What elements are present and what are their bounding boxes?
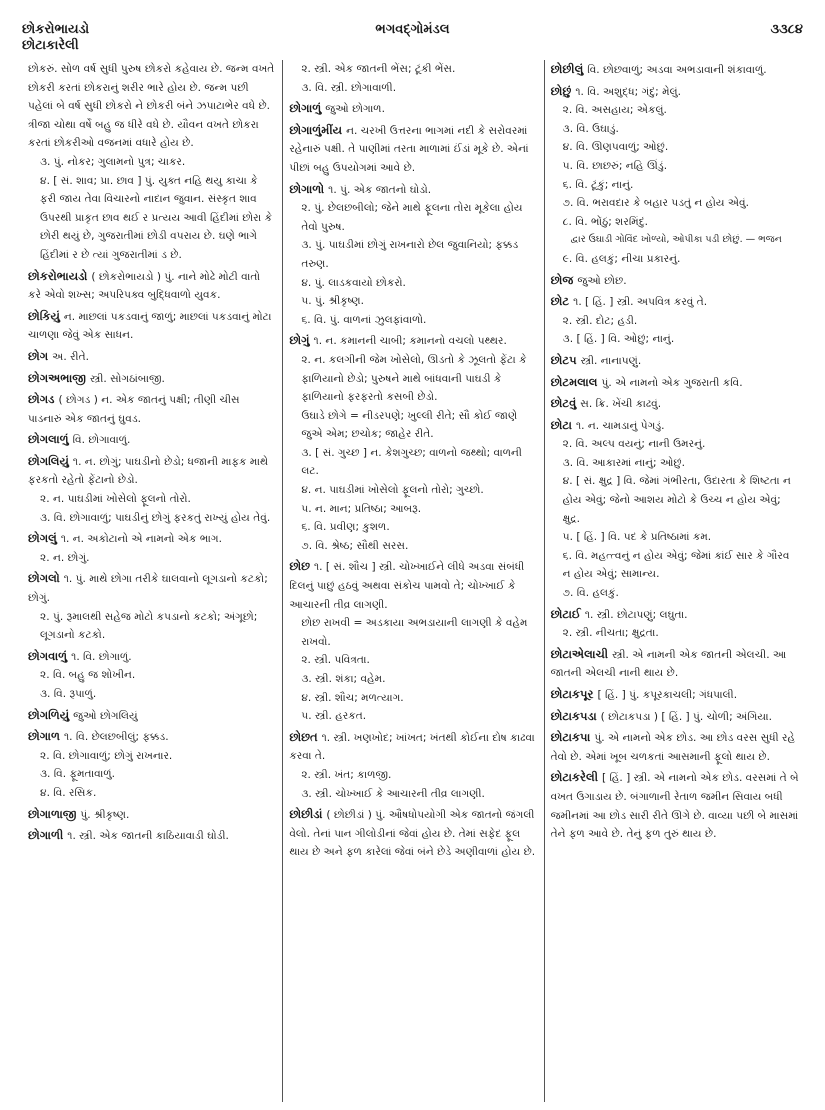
sense: ૩. પું. પાઘડીમાં છોગું રાખનારો છેલ જુવાનિયો; ફક્કડ તરુણ. — [301, 239, 519, 270]
headword: છોગલાળું — [28, 432, 69, 447]
definition-text: વિ. છોછવાળું; અડવા અભડાવાની શંકાવાળું. — [587, 64, 767, 76]
definition-text: અ. રીતે. — [52, 350, 89, 363]
dictionary-entry — [28, 60, 276, 265]
sense: ૩. વિ. રૂપાળું. — [40, 688, 97, 700]
definition-text: ( છોછીડાં ) પું. ઔષધોપયોગી એક જાતનો જંગલી વેલો. તેનાં પાન ગીલોડીનાં જેવાં હોય છે. તેમાં સફેદ ફૂલ થાય છે અને ફળ કારેલાં જેવાં બંને છેડે અણીવાળાં હોય છે. — [289, 809, 536, 859]
sense: ૨. વિ. છોગાવાળું; છોગું રાખનાર. — [40, 749, 173, 762]
headword: છોગવાળું — [28, 648, 68, 663]
headword: છોટાઈ — [550, 606, 581, 621]
sense: ૨. ન. છોગું. — [40, 551, 90, 564]
sense: ૬. વિ. પું. વાળનાં ઝુલફાંવાળો. — [301, 313, 427, 326]
dictionary-entry — [28, 727, 276, 802]
dictionary-entry — [28, 706, 276, 726]
definition-text: સ્ત્રી. સોગઠાંબાજી. — [89, 372, 165, 385]
dictionary-entry — [289, 99, 537, 119]
sense: ૨. વિ. અસહાય; એકલું. — [562, 104, 667, 117]
dictionary-entry — [289, 557, 537, 725]
sense: ૨. વિ. બહુ જ શોખીન. — [40, 669, 136, 682]
definition-text: ( છોગડ ) ન. એક જાતનું પક્ષી; તીણી ચીસ પાડનારું એક જાતનું ઘુવડ. — [28, 394, 240, 425]
page-number: ૩૩૮૪ — [770, 22, 803, 37]
sense: ૫. પું. શ્રીકૃષ્ણ. — [301, 295, 364, 308]
sense: ૨. સ્ત્રી. નીચતા; ક્ષુદ્રતા. — [562, 627, 659, 640]
dictionary-entry — [551, 416, 799, 603]
dictionary-entry — [551, 271, 799, 291]
sense: ૩. સ્ત્રી. ચોખ્ખાઈ કે આચારની તીવ્ર લાગણી. — [301, 787, 485, 800]
definition-text: જુઓ છોછ. — [577, 274, 627, 287]
sense: ૪. [ સં. ક્ષુદ્ર ] વિ. જેમાં ગંભીરતા, ઉદારતા કે શિષ્ટતા ન હોય એવું; જેનો આશય મોટો કે ઉચ્ચ ન હોય એવું; ક્ષુદ્ર. — [562, 475, 791, 525]
dictionary-entry — [551, 82, 799, 269]
headword: છોગાળી — [28, 828, 64, 843]
dictionary-entry — [28, 529, 276, 567]
headword: છોકરોભાયડો — [28, 268, 88, 283]
sense: ૨. પું. રૂમાલથી સહેજ મોટો કપડાનો કટકો; અંગૂછો; લૂગડાનો કટકો. — [40, 610, 258, 642]
dictionary-entry — [28, 267, 276, 305]
sense: ૨. પું. છેલછબીલો; જેને માથે ફૂલના તોરા મૂકેલા હોય તેવો પુરુષ. — [301, 202, 523, 233]
dictionary-entry — [289, 180, 537, 330]
definition-text: છોકરું. સોળ વર્ષ સુધી પુરુષ છોકરો કહેવાય છે. જન્મ વખતે છોકરી કરતાં છોકરાનું શરીર ભારે હોય છે. જન્મ પછી પહેલાં બે વર્ષ સુધી છોકરો ને છોકરી બંને ઝપાટાભેર વધે છે. ત્રીજા ચોથા વર્ષે બહુ જ ધીરે વધે છે. યૌવન વખતે છોકરા કરતાં છોકરીઓ વજનમાં વધારે હોય છે. — [28, 63, 275, 150]
sense: ૩. [ સં. ગુચ્છ ] ન. કેશગુચ્છ; વાળનો જથ્થો; વાળની લટ. — [301, 446, 522, 478]
sense: ૨. સ્ત્રી. પવિત્રતા. — [301, 654, 370, 667]
dictionary-entry — [551, 768, 799, 843]
definition-text: ૧. સ્ત્રી. ખણખોદ; ખાંખત; ખંતથી કોઈના દોષ કાઢવા કરવા તે. — [289, 731, 535, 763]
dictionary-entry — [28, 569, 276, 644]
sense: ૫. સ્ત્રી. હરકત. — [301, 710, 367, 723]
headword: છોટાકપા — [550, 730, 591, 745]
headword: છોગાળુંમીંય — [289, 122, 343, 137]
dictionary-entry — [28, 452, 276, 527]
sense: ૨. ન. પાઘડીમાં ખોસેલો ફૂલનો તોરો. — [40, 493, 191, 506]
sense: ૫. ન. માન; પ્રતિષ્ઠા; આબરૂ. — [301, 502, 422, 515]
sense: ૬. વિ. પ્રવીણ; કુશળ. — [301, 521, 390, 534]
headword: છોગઅભાજી — [28, 370, 86, 385]
definition-text: ન. ચરખી ઉત્તરના ભાગમાં નદી કે સરોવરમાં રહેનારું પક્ષી. તે પાણીમાં તરતા માળામાં ઈંડાં મૂકે છે. એનાં પીછાં બહુ ઉપયોગમાં આવે છે. — [289, 124, 529, 174]
dictionary-entry — [28, 805, 276, 825]
dictionary-entry — [551, 373, 799, 393]
dictionary-entry — [289, 121, 537, 178]
headword: છોટાએલાચી — [550, 646, 609, 661]
definition-text: ૧. સ્ત્રી. એક જાતની કાઠિયાવાડી ઘોડી. — [67, 830, 229, 843]
dictionary-entry — [28, 826, 276, 846]
sense: ૨. સ્ત્રી. દોટ; હડી. — [562, 314, 638, 327]
definition-text: જુઓ છોગલિયું — [73, 709, 138, 722]
sense: ૩. વિ. છોગાવાળું; પાઘડીનું છોગું ફરકતું રાખ્યું હોય તેવું. — [40, 511, 271, 524]
sense: ૩. સ્ત્રી. શંકા; વહેમ. — [301, 673, 386, 685]
definition-text: ( છોકરોભાયડો ) પું. નાને મોઢે મોટી વાતો કરે એવો શખ્સ; અપરિપક્વ બુદ્ધિવાળો યુવક. — [28, 270, 261, 302]
dictionary-entry — [551, 728, 799, 766]
sense: ૩. [ હિં. ] વિ. ઓછું; નાનું. — [562, 333, 675, 346]
definition-text: [ હિં. ] પું. કપૂરકાચલી; ગંધપાલી. — [597, 689, 738, 701]
sense: ૪. [ સં. શાવ; પ્રા. છાવ ] પું. યુક્ત નહિ થયુ કાચા કે ફરી જાય તેવા વિચારનો નાદાન જુવાન. સંસ્કૃત શાવ ઉપરથી પ્રાકૃત છાવ થઈ ર પ્રત્યય આવી હિંદીમાં છોરા કે છોરી થયું છે, ગુજરાતીમાં છોડી વપરાય છે. ઘણે ભાગે હિંદીમાં ર છે ત્યાં ગુજરાતીમાં ડ છે. — [40, 174, 273, 261]
headword: છોગું — [289, 333, 310, 348]
dictionary-entry — [551, 292, 799, 349]
sense: ૩. વિ. ઉઘાડું. — [562, 122, 619, 135]
guide-word-top: છોકરોભાયડો — [22, 22, 90, 37]
definition-text: પું. એ નામનો એક છોડ. આ છોડ વરસ સુધી રહે તેવો છે. એમાં ખૂબ ચળકતાં આસમાની ફૂલો થાય છે. — [550, 732, 796, 763]
headword: છોટ — [550, 294, 570, 309]
sense: ૩. વિ. ફૂમતાવાળું. — [40, 768, 116, 781]
dictionary-entry — [28, 307, 276, 345]
book-title: ભગવદ્ગોમંડલ — [375, 22, 450, 37]
dictionary-entry — [28, 347, 276, 367]
headword: છોગલો — [28, 571, 60, 586]
dictionary-entry — [289, 805, 537, 862]
headword: છોટાકપૂર — [550, 687, 594, 701]
headword: છોછીડાં — [289, 807, 323, 822]
headword: છોગાળું — [289, 101, 322, 116]
dictionary-entry — [551, 605, 799, 643]
definition-text: [ હિં. ] સ્ત્રી. એ નામનો એક છોડ. વરસમાં તે બે વખત ઉગાડાય છે. બંગાળાની રેતાળ જમીન સિવાય બધી જમીનમાં આ છોડ સારી રીતે ઊગે છે. વાવ્યા પછી બે માસમાં તેને ફળ આવે છે. તેનું ફળ તુરું થાય છે. — [550, 772, 799, 841]
definition-text: ૧. સ્ત્રી. છોટાપણું; લઘુતા. — [584, 608, 688, 621]
sense: ૩. વિ. સ્ત્રી. છોગાવાળી. — [301, 81, 397, 94]
headword: છોટા — [550, 417, 572, 432]
headword: છોજ — [550, 272, 574, 287]
dictionary-entry — [289, 728, 537, 803]
definition-text: ૧. ન. અકોટાનો એ નામનો એક ભાગ. — [60, 533, 222, 546]
dictionary-entry — [551, 351, 799, 371]
definition-text: ૧. વિ. અશુદ્ધ; ગંદું; મેલું. — [575, 85, 681, 98]
definition-text: ૧. ન. ચામડાનું પેગડું. — [575, 419, 665, 432]
headword: છોગાળ — [28, 729, 60, 744]
definition-text: વિ. છોગાવાળું. — [72, 434, 131, 447]
dictionary-entry — [28, 430, 276, 450]
sense: ૨. ન. કલગીની જેમ ખોસેલો, ઊડતો કે ઝૂલતો ફેંટા કે ફાળિયાનો છેડો; પુરુષને માથે બાંધવાની પાઘડી કે ફાળિયાનો ફરફરતો કસબી છેડો. — [301, 353, 527, 404]
sense: ૪. વિ. રસિક. — [40, 786, 97, 799]
sense: ૪. સ્ત્રી. શૌચ; મળત્યાગ. — [301, 691, 404, 704]
headword: છોટપ — [550, 352, 577, 367]
headword: છોટાકપડા — [550, 708, 597, 723]
sense: ૮. વિ. ભોંઠું; શરમિંદું. — [562, 215, 648, 228]
headword: છોછીલું — [550, 62, 584, 76]
definition-text: સ્ત્રી. એ નામની એક જાતની એલચી. આ જાતની એલચી નાની થાય છે. — [550, 648, 787, 680]
dictionary-columns — [22, 60, 805, 1102]
headword: છોછું — [550, 83, 572, 98]
dictionary-entry — [551, 707, 799, 727]
column-1 — [22, 60, 282, 1102]
headword: છોકિયું — [28, 308, 60, 323]
dictionary-entry — [28, 390, 276, 428]
sense: ૪. પું. લાડકવાયો છોકરો. — [301, 276, 406, 289]
sense: ૨. સ્ત્રી. એક જાતની ભેંસ; ટૂંકી ભેંસ. — [301, 63, 456, 75]
headword: છોગાળો — [289, 181, 325, 196]
sense: દ્વાર ઉઘાડી ગોવિંદ ખોળ્યો, ઓપીકા પડી છોછું. — ભજન — [570, 234, 782, 246]
definition-text: ૧. વિ. છોગાળું. — [71, 650, 132, 663]
definition-text: ( છોટાકપડા ) [ હિં. ] પું. ચોળી; અંગિયા. — [600, 710, 772, 723]
sense: ઉઘાડે છોગે = નીડરપણે; ખુલ્લી રીતે; સૌ કોઈ જાણે જુએ એમ; છચોક; જાહેર રીતે. — [301, 409, 518, 441]
page-header — [22, 22, 803, 62]
sense: ૫. વિ. છાછરું; નહિ ઊંડું. — [562, 159, 668, 172]
dictionary-entry — [289, 331, 537, 555]
column-3 — [544, 60, 805, 1102]
definition-text: ૧. ન. છોગું; પાઘડીનો છેડો; ધજાની માફક માથે ફરકતો રહેતો ફેંટાનો છેડો. — [28, 455, 269, 487]
headword: છોગળિયું — [28, 707, 70, 722]
sense: ૨. વિ. અલ્પ વયનું; નાની ઉમરનું. — [562, 438, 706, 451]
guide-word-bottom: છોટાકારેલી — [22, 38, 79, 53]
headword: છોગડ — [28, 392, 55, 407]
definition-text: ન. માછલાં પકડવાનું જાળું; માછલાં પકડવાનું મોટા ચાળણા જેવું એક સાધન. — [28, 310, 272, 342]
definition-text: પું. એ નામનો એક ગુજરાતી કવિ. — [601, 376, 743, 389]
dictionary-entry — [551, 60, 799, 80]
headword: છોટમલાલ — [550, 374, 598, 389]
headword: છોગાળાજી — [28, 806, 77, 821]
definition-text: જુઓ છોગાળ. — [325, 103, 385, 116]
definition-text: પું. શ્રીકૃષ્ણ. — [80, 808, 130, 821]
sense: છોછ રાખવી = અડકાયા અભડાયાની લાગણી કે વહેમ રાખવો. — [301, 617, 528, 648]
definition-text: ૧. વિ. છેલછબીલું; ફક્કડ. — [63, 731, 169, 744]
dictionary-entry — [28, 369, 276, 389]
headword: છોટાકરેલી — [550, 770, 598, 785]
sense: ૫. [ હિં. ] વિ. પદ કે પ્રતિષ્ઠામાં કમ. — [562, 531, 712, 544]
dictionary-entry — [289, 60, 537, 97]
dictionary-entry — [551, 685, 799, 705]
headword: છોટવું — [550, 396, 577, 411]
definition-text: સ. ક્રિ. ખેંચી કાઢવું. — [580, 398, 662, 411]
headword: છોછત — [289, 729, 318, 744]
headword: છોછ — [289, 559, 310, 574]
definition-text: સ્ત્રી. નાનાપણું. — [580, 354, 642, 367]
definition-text: ૧. પું. માથે છોગા તરીકે ઘાલવાનો લૂગડાનો કટકો; છોગું. — [28, 573, 268, 605]
sense: ૯. વિ. હલકું; નીચા પ્રકારનું. — [562, 252, 681, 265]
sense: ૬. વિ. ટૂંકું; નાનું. — [562, 178, 634, 191]
definition-text: ૧. પું. એક જાતનો ઘોડો. — [328, 183, 432, 196]
definition-text: ૧. [ હિં. ] સ્ત્રી. અપવિત્ર કરવું તે. — [573, 296, 708, 309]
headword: છોગ — [28, 348, 49, 363]
sense: ૨. સ્ત્રી. ખંત; કાળજી. — [301, 768, 392, 781]
definition-text: ૧. [ સં. શૌચ ] સ્ત્રી. ચોખ્ખાઈને લીધે અડવા સંબંધી દિલનું પાછું હઠવું અથવા સંકોચ પામવો તે; ચોખ્ખાઈ કે આચારની તીવ્ર લાગણી. — [289, 561, 525, 611]
sense: ૭. વિ. શ્રેષ્ઠ; સૌથી સરસ. — [301, 539, 409, 552]
sense: ૭. વિ. ભરાવદાર કે બહાર પડતું ન હોય એવું. — [562, 197, 750, 210]
sense: ૩. પું. નોકર; ગુલામનો પુત્ર; ચાકર. — [40, 155, 186, 168]
headword: છોગલિયું — [28, 453, 69, 468]
sense: ૬. વિ. મહત્ત્વનું ન હોય એવું; જેમાં કાંઈ સાર કે ગૌરવ ન હોય એવું; સામાન્ય. — [562, 549, 790, 581]
sense: ૩. વિ. આકારમાં નાનું; ઓછું. — [562, 456, 685, 469]
headword: છોગલું — [28, 531, 57, 546]
dictionary-entry — [28, 647, 276, 704]
definition-text: ૧. ન. કમાનની ચાબી; કમાનનો વચલો પથ્થર. — [313, 335, 507, 348]
sense: ૪. વિ. ઊણપવાળું; ઓછું. — [562, 141, 669, 154]
sense: ૪. ન. પાઘડીમાં ખોસેલો ફૂલનો તોરો; ગુચ્છો. — [301, 484, 484, 497]
dictionary-entry — [551, 394, 799, 414]
sense: ૭. વિ. હલકું. — [562, 587, 619, 600]
dictionary-entry — [551, 645, 799, 683]
column-2 — [282, 60, 543, 1102]
